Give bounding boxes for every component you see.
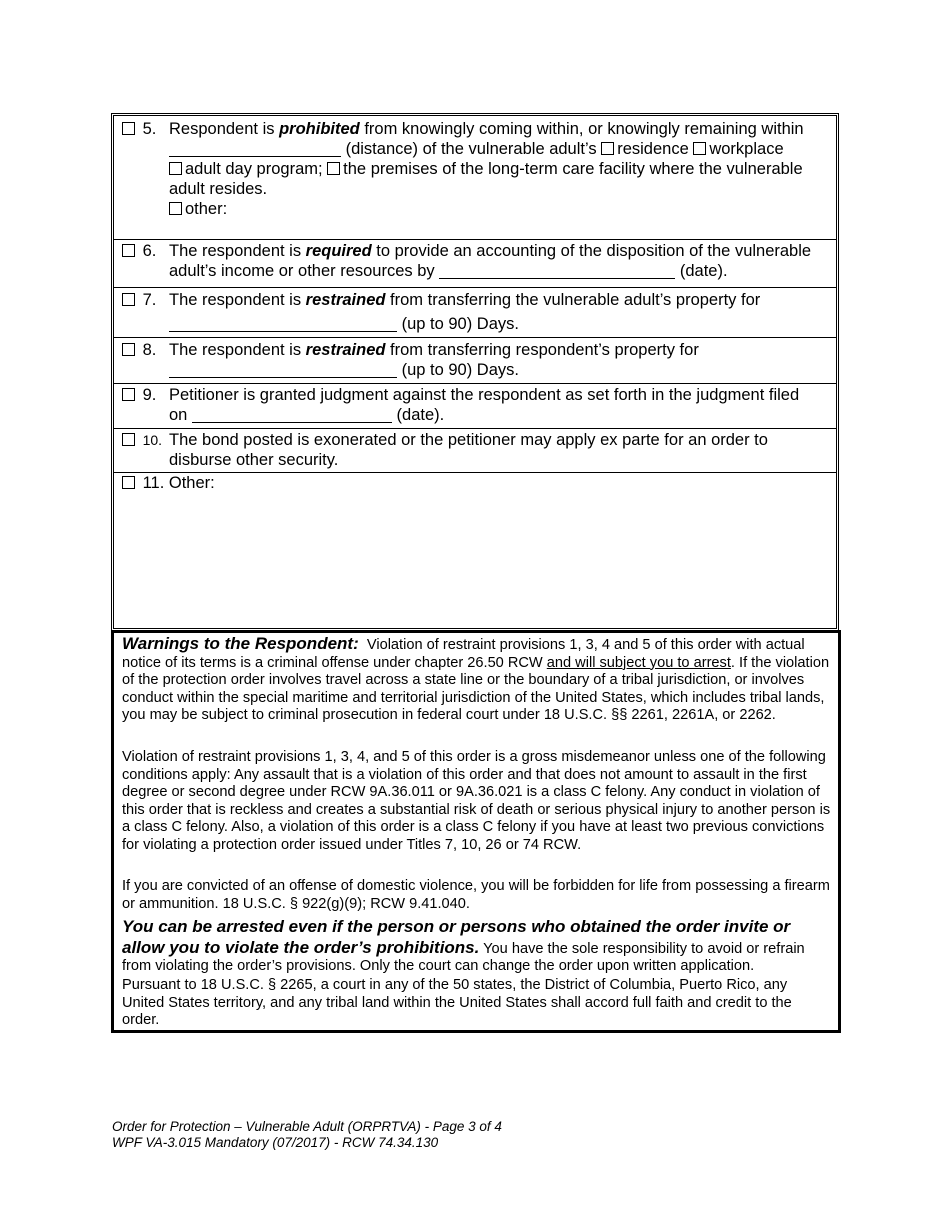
accounting-date-blank[interactable] [439,264,675,279]
item-10-checkbox[interactable] [122,433,135,446]
item-5-number: 5. [142,120,157,138]
item-11-label: 11. Other: [142,474,215,492]
judgment-date-blank[interactable] [192,408,392,423]
item-6-line-1: The respondent is required to provide an accounting of the disposition of the vulnerable [169,242,812,260]
item-10-line-1: The bond posted is exonerated or the petitioner may apply ex parte for an order to [169,431,768,449]
item-9-number: 9. [142,386,157,404]
item-6-number: 6. [142,242,157,260]
item-6-line-2: adult’s income or other resources by (date). [169,262,728,280]
warning-paragraph-5: Pursuant to 18 U.S.C. § 2265, a court in any of the 50 states, the District of Columbia, Puerto Rico, any United States territory, and any tribal land within the United States shall accord full faith and credit to the order. [122,977,792,1029]
residence-checkbox[interactable] [601,142,614,155]
warning-paragraph-3: If you are convicted of an offense of domestic violence, you will be forbidden for life from possessing a firearm or ammunition. 18 U.S.C. § 922(g)(9); RCW 9.41.040. [122,878,830,912]
footer-line-1: Order for Protection – Vulnerable Adult (ORPRTVA) - Page 3 of 4 [112,1119,502,1134]
item-8-number: 8. [142,341,157,359]
item-5-row [114,116,836,240]
item-7-number: 7. [142,291,157,309]
warnings-box [111,630,841,1033]
warning-paragraph-4: You can be arrested even if the person or persons who obtained the order invite or allow you to violate the order’s prohibitions. You have the sole responsibility to avoid or refrain from violating the order’s provisions. Only the court can change the order upon written application. [122,917,805,975]
item-5-line-1: Respondent is prohibited from knowingly coming within, or knowingly remaining within [169,120,804,138]
item-6-row [114,240,836,288]
ltc-facility-checkbox[interactable] [327,162,340,175]
item-6-checkbox[interactable] [122,244,135,257]
item-10-number: 10. [142,432,163,448]
distance-blank[interactable] [169,142,341,157]
footer-line-2: WPF VA-3.015 Mandatory (07/2017) - RCW 74.34.130 [112,1135,439,1150]
item-5-checkbox[interactable] [122,122,135,135]
warning-paragraph-2: Violation of restraint provisions 1, 3, 4, and 5 of this order is a gross misdemeanor unless one of the following conditions apply: Any assault that is a violation of this order and that does not amount to assault in the first degree or second degree under RCW 9A.36.011 or 9A.36.021 is a class C felony. Any conduct in violation of this order that is reckless and creates a substantial risk of death or serious physical injury to another person is a class C felony. Also, a violation of this order is a class C felony if you have at least two previous convictions for violating a protection order issued under Titles 7, 10, 26 or 74 RCW. [122,749,831,853]
item-10-row [114,429,836,473]
item-9-line-2: on (date). [169,406,445,424]
item-7-line-1: The respondent is restrained from transferring the vulnerable adult’s property for [169,291,761,309]
item-7-line-2: (up to 90) Days. [169,314,519,334]
item-5-line-3: adult day program; the premises of the long-term care facility where the vulnerable [169,159,803,179]
order-provisions-table [111,113,839,631]
other-location-checkbox[interactable] [169,202,182,215]
item-5-line-4: adult resides. [169,180,268,198]
respondent-days-blank[interactable] [169,363,397,378]
item-7-row [114,288,836,338]
item-8-line-2: (up to 90) Days. [169,360,519,380]
item-5-line-2: (distance) of the vulnerable adult’s residence workplace [169,139,784,159]
item-9-line-1: Petitioner is granted judgment against the respondent as set forth in the judgment filed [169,386,800,404]
day-program-checkbox[interactable] [169,162,182,175]
item-5-line-5: other: [169,199,227,219]
item-11-checkbox[interactable] [122,476,135,489]
item-9-checkbox[interactable] [122,388,135,401]
item-7-checkbox[interactable] [122,293,135,306]
vulnerable-adult-days-blank[interactable] [169,317,397,332]
warnings-heading: Warnings to the Respondent: [122,634,359,653]
item-8-line-1: The respondent is restrained from transferring respondent’s property for [169,341,699,359]
item-11-row [114,473,836,628]
item-8-checkbox[interactable] [122,343,135,356]
item-10-line-2: disburse other security. [169,451,339,469]
page-footer [112,1119,502,1151]
item-9-row [114,384,836,429]
workplace-checkbox[interactable] [693,142,706,155]
warning-paragraph-1: Warnings to the Respondent: Violation of restraint provisions 1, 3, 4 and 5 of this order with actual notice of its terms is a criminal offense under chapter 26.50 RCW and will subject you to arrest. If the violation of the protection order involves travel across a state line or the boundary of a tribal jurisdiction, or involves conduct within the special maritime and territorial jurisdiction of the United States, which includes tribal lands, you may be subject to criminal prosecution in federal court under 18 U.S.C. §§ 2261, 2261A, or 2262. [122,634,830,724]
item-8-row [114,338,836,384]
